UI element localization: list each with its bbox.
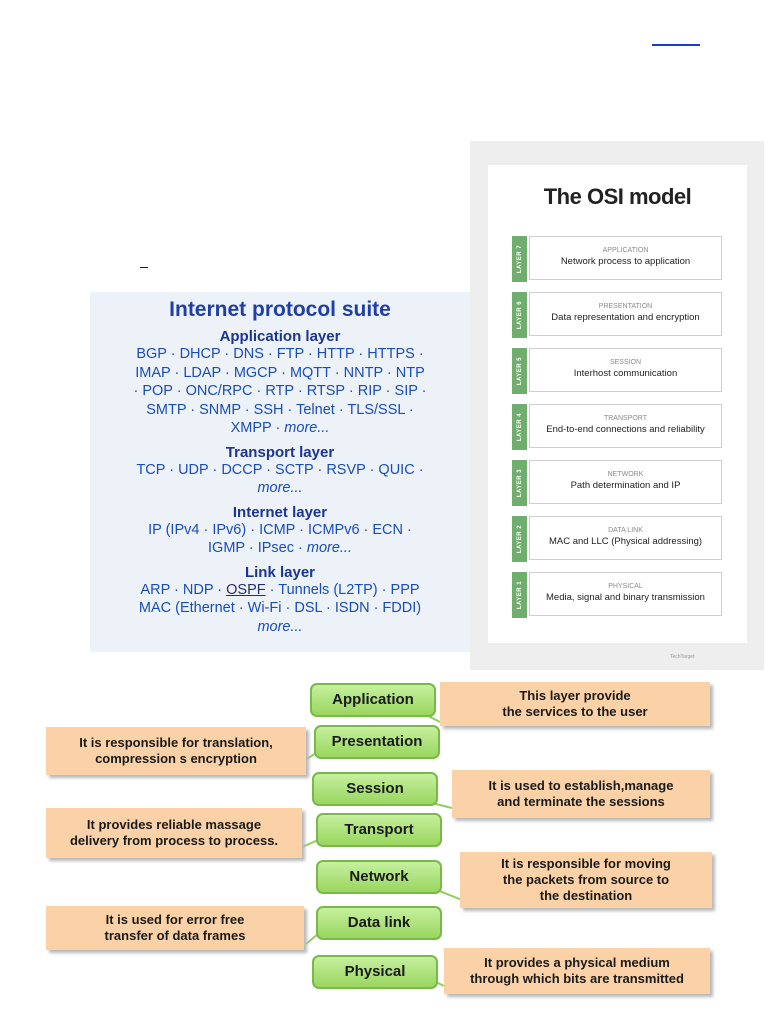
more-link[interactable]: more... [284, 420, 330, 436]
osi-layer-name: APPLICATION [602, 247, 649, 254]
layer-label-application: Application [310, 683, 436, 717]
note-line: It is responsible for moving [501, 856, 671, 871]
note-line: compression s encryption [95, 751, 257, 766]
osi-tab-label: LAYER 4 [516, 412, 523, 442]
note-line: the services to the user [502, 704, 648, 719]
ospf-link[interactable]: OSPF [226, 581, 266, 598]
osi-tab-label: LAYER 6 [516, 300, 523, 330]
osi-tab-label: LAYER 1 [516, 580, 523, 610]
osi-tab-label: LAYER 7 [516, 244, 523, 274]
osi-layer-name: NETWORK [607, 471, 644, 478]
layer-label-session: Session [312, 772, 438, 806]
more-link[interactable]: more... [257, 618, 303, 635]
osi-layer-name: DATA LINK [608, 527, 643, 534]
osi-footer: TechTarget [670, 654, 695, 660]
osi-layer-desc: End-to-end connections and reliability [546, 424, 705, 435]
ips-line-text[interactable]: · Tunnels (L2TP) · PPP [265, 581, 420, 598]
osi-layer-desc: MAC and LLC (Physical addressing) [548, 536, 703, 547]
ips-line-text[interactable]: XMPP · [230, 420, 285, 436]
note-session [452, 770, 710, 818]
note-application [440, 682, 710, 726]
note-line: delivery from process to process. [69, 833, 279, 848]
more-link[interactable]: more... [257, 480, 303, 496]
note-transport [46, 808, 302, 858]
note-physical [444, 948, 710, 994]
layer-label-presentation: Presentation [314, 725, 440, 759]
osi-layer-name: SESSION [609, 359, 642, 366]
layer-label-transport: Transport [316, 813, 442, 847]
ips-layer-internet: Internet layer [232, 503, 328, 521]
osi-layer-desc: Path determination and IP [570, 480, 681, 491]
note-line: through which bits are transmitted [470, 971, 684, 986]
note-network [460, 852, 712, 908]
ips-layer-transport: Transport layer [225, 443, 335, 461]
osi-tab-label: LAYER 5 [516, 356, 523, 386]
osi-layer-desc: Network process to application [560, 256, 691, 267]
ips-line[interactable]: IP (IPv4 · IPv6) · ICMP · ICMPv6 · ECN · [148, 521, 412, 538]
note-line: and terminate the sessions [497, 794, 665, 809]
note-line: It provides reliable massage [86, 817, 262, 832]
note-line: It is responsible for translation, [79, 735, 273, 750]
osi-layer-desc: Media, signal and binary transmission [546, 592, 705, 603]
ips-line[interactable]: SMTP · SNMP · SSH · Telnet · TLS/SSL · [146, 401, 414, 418]
ips-layer-link: Link layer [244, 563, 316, 581]
osi-layer-desc: Interhost communication [573, 368, 678, 379]
ips-line[interactable]: IMAP · LDAP · MGCP · MQTT · NNTP · NTP [135, 364, 425, 381]
ips-title: Internet protocol suite [169, 298, 391, 321]
ips-line-text[interactable]: ARP · NDP · [140, 581, 227, 598]
layer-label-network: Network [316, 860, 442, 894]
more-link[interactable]: more... [306, 540, 352, 556]
osi-tab-label: LAYER 3 [516, 468, 523, 498]
ips-line[interactable]: TCP · UDP · DCCP · SCTP · RSVP · QUIC · [136, 461, 424, 478]
note-line: transfer of data frames [104, 928, 246, 943]
ips-line-text[interactable]: IGMP · IPsec · [208, 540, 307, 556]
osi-layer-name: TRANSPORT [603, 415, 648, 422]
note-datalink [46, 906, 304, 950]
ips-line[interactable]: BGP · DHCP · DNS · FTP · HTTP · HTTPS · [136, 346, 424, 362]
note-line: It is used to establish,manage [488, 778, 674, 793]
osi-tab-label: LAYER 2 [516, 524, 523, 554]
note-line: This layer provide [519, 688, 631, 703]
note-line: It is used for error free [105, 912, 245, 927]
note-presentation [46, 727, 306, 775]
ips-line[interactable]: MAC (Ethernet · Wi-Fi · DSL · ISDN · FDDI) [138, 600, 422, 616]
ips-line[interactable]: · POP · ONC/RPC · RTP · RTSP · RIP · SIP · [133, 383, 427, 399]
osi-layer-name: PHYSICAL [608, 583, 643, 590]
layer-label-physical: Physical [312, 955, 438, 989]
layer-label-datalink: Data link [316, 906, 442, 940]
osi-layer-name: PRESENTATION [598, 303, 653, 310]
note-line: the packets from source to [502, 872, 670, 887]
ips-layer-application: Application layer [219, 328, 341, 345]
note-line: It provides a physical medium [484, 955, 670, 970]
note-line: the destination [539, 888, 633, 903]
osi-layer-desc: Data representation and encryption [551, 312, 700, 323]
osi-title: The OSI model [543, 184, 692, 209]
